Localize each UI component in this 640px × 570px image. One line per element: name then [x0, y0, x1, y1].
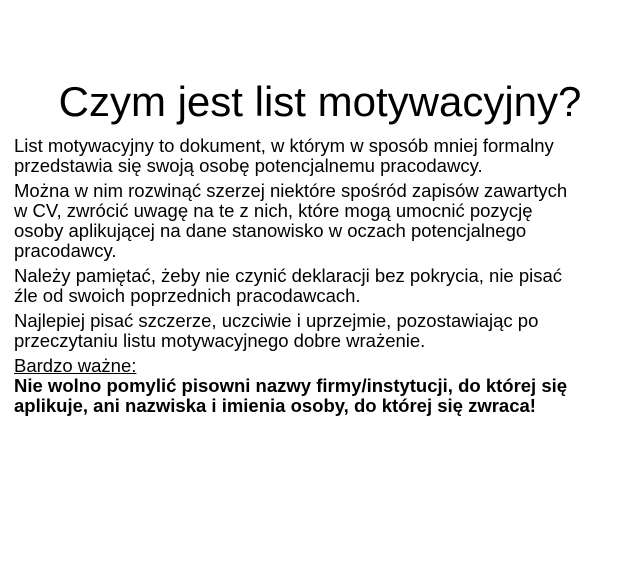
paragraph-line: źle od swoich poprzednich pracodawcach.	[14, 285, 361, 306]
paragraph-cv-expansion	[14, 181, 640, 261]
paragraph-line: osoby aplikującej na dane stanowisko w oczach potencjalnego	[14, 220, 527, 241]
slide-content	[14, 136, 640, 416]
paragraph-line: Należy pamiętać, żeby nie czynić deklaracji bez pokrycia, nie pisać	[14, 265, 563, 286]
important-note-body	[14, 376, 640, 416]
paragraph-line: Najlepiej pisać szczerze, uczciwie i uprzejmie, pozostawiając po	[14, 310, 539, 331]
important-note-line: aplikuje, ani nazwiska i imienia osoby, do której się zwraca!	[14, 395, 536, 416]
paragraph-warning	[14, 266, 640, 306]
important-note	[14, 356, 640, 416]
paragraph-line: Można w nim rozwinąć szerzej niektóre spośród zapisów zawartych	[14, 180, 568, 201]
important-note-heading: Bardzo ważne:	[14, 355, 137, 376]
paragraph-line: w CV, zwrócić uwagę na te z nich, które mogą umocnić pozycję	[14, 200, 533, 221]
important-note-line: Nie wolno pomylić pisowni nazwy firmy/instytucji, do której się	[14, 375, 568, 396]
paragraph-line: List motywacyjny to dokument, w którym w sposób mniej formalny	[14, 135, 554, 156]
slide-title: Czym jest list motywacyjny?	[58, 78, 582, 126]
paragraph-advice	[14, 311, 640, 351]
paragraph-line: przeczytaniu listu motywacyjnego dobre wrażenie.	[14, 330, 426, 351]
paragraph-line: pracodawcy.	[14, 240, 117, 261]
paragraph-line: przedstawia się swoją osobę potencjalnemu pracodawcy.	[14, 155, 483, 176]
paragraph-definition	[14, 136, 640, 176]
